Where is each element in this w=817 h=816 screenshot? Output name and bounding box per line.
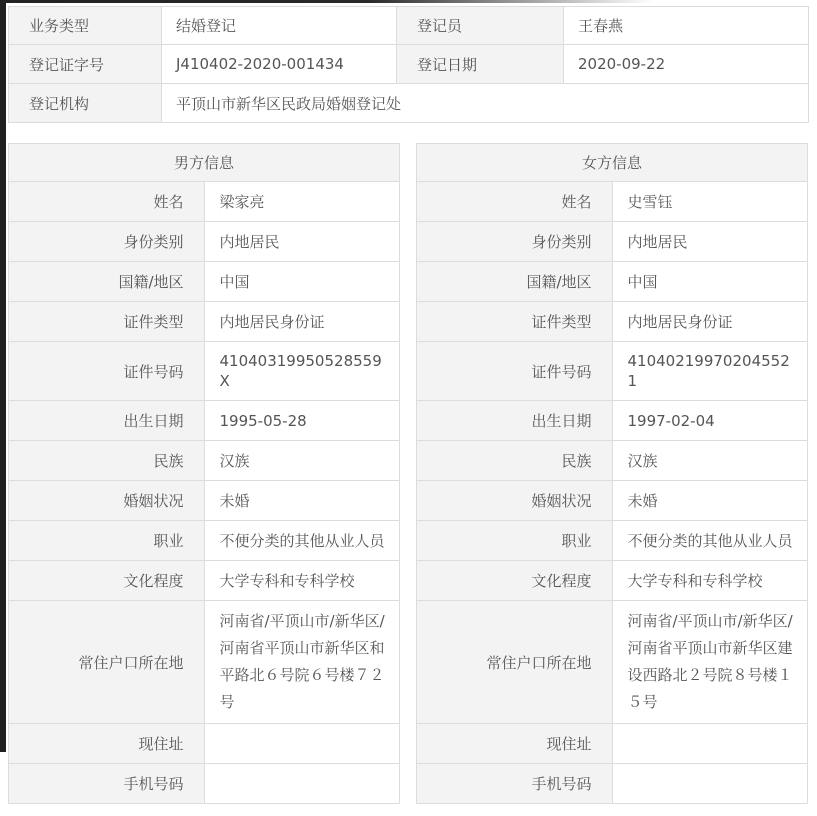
female-identity-category-value: 内地居民 [612,222,808,262]
male-occupation-label: 职业 [9,521,205,561]
female-name-value: 史雪钰 [612,182,808,222]
male-nationality-value: 中国 [204,262,400,302]
female-identity-category-label: 身份类别 [417,222,613,262]
female-id-number-label: 证件号码 [417,342,613,401]
female-birth-date-value: 1997-02-04 [612,401,808,441]
male-identity-category-label: 身份类别 [9,222,205,262]
male-occupation-row [9,521,400,561]
female-marital-status-label: 婚姻状况 [417,481,613,521]
screenshot-top-edge [0,0,817,3]
registrar-label: 登记员 [397,7,564,45]
female-mobile-number-label: 手机号码 [417,764,613,804]
male-education-row [9,561,400,601]
business-type-label: 业务类型 [9,7,162,45]
male-identity-category-row [9,222,400,262]
female-mobile-number-value [612,764,808,804]
male-household-address-label: 常住户口所在地 [9,601,205,724]
male-marital-status-label: 婚姻状况 [9,481,205,521]
registration-authority-label: 登记机构 [9,84,162,123]
male-household-address-row [9,601,400,724]
male-nationality-row [9,262,400,302]
female-ethnicity-row [417,441,808,481]
male-name-value: 梁家亮 [204,182,400,222]
registration-date-label: 登记日期 [397,45,564,84]
male-nationality-label: 国籍/地区 [9,262,205,302]
male-info-table [8,143,400,804]
female-occupation-label: 职业 [417,521,613,561]
female-marital-status-row [417,481,808,521]
male-education-value: 大学专科和专科学校 [204,561,400,601]
female-occupation-row [417,521,808,561]
female-info-title: 女方信息 [417,144,808,182]
registration-table [8,6,809,123]
male-birth-date-value: 1995-05-28 [204,401,400,441]
male-current-address-value [204,724,400,764]
female-current-address-row [417,724,808,764]
male-id-type-label: 证件类型 [9,302,205,342]
registrar-value: 王春燕 [564,7,809,45]
male-current-address-label: 现住址 [9,724,205,764]
female-birth-date-label: 出生日期 [417,401,613,441]
male-marital-status-row [9,481,400,521]
certificate-number-label: 登记证字号 [9,45,162,84]
certificate-number-value: J410402-2020-001434 [162,45,397,84]
certificate-number-row [9,45,809,84]
male-mobile-number-row [9,764,400,804]
male-household-address-value: 河南省/平顶山市/新华区/河南省平顶山市新华区和平路北６号院６号楼７２号 [204,601,400,724]
female-nationality-value: 中国 [612,262,808,302]
male-education-label: 文化程度 [9,561,205,601]
female-id-type-label: 证件类型 [417,302,613,342]
male-occupation-value: 不便分类的其他从业人员 [204,521,400,561]
female-id-number-value: 410402199702045521 [612,342,808,401]
registration-authority-row [9,84,809,123]
female-birth-date-row [417,401,808,441]
female-id-type-value: 内地居民身份证 [612,302,808,342]
female-nationality-label: 国籍/地区 [417,262,613,302]
male-birth-date-label: 出生日期 [9,401,205,441]
female-id-number-row [417,342,808,401]
business-type-value: 结婚登记 [162,7,397,45]
male-info-title: 男方信息 [9,144,400,182]
male-info-header-row [9,144,400,182]
person-info-section [8,143,808,804]
registration-authority-value: 平顶山市新华区民政局婚姻登记处 [162,84,809,123]
male-mobile-number-value [204,764,400,804]
female-name-label: 姓名 [417,182,613,222]
screenshot-left-edge [0,0,6,752]
male-birth-date-row [9,401,400,441]
female-ethnicity-value: 汉族 [612,441,808,481]
female-info-table [416,143,808,804]
male-id-number-label: 证件号码 [9,342,205,401]
female-id-type-row [417,302,808,342]
female-current-address-label: 现住址 [417,724,613,764]
female-household-address-label: 常住户口所在地 [417,601,613,724]
male-marital-status-value: 未婚 [204,481,400,521]
female-mobile-number-row [417,764,808,804]
female-occupation-value: 不便分类的其他从业人员 [612,521,808,561]
male-id-type-row [9,302,400,342]
male-name-label: 姓名 [9,182,205,222]
male-ethnicity-row [9,441,400,481]
male-identity-category-value: 内地居民 [204,222,400,262]
male-name-row [9,182,400,222]
female-current-address-value [612,724,808,764]
female-education-value: 大学专科和专科学校 [612,561,808,601]
female-nationality-row [417,262,808,302]
business-type-row [9,7,809,45]
male-ethnicity-value: 汉族 [204,441,400,481]
male-id-type-value: 内地居民身份证 [204,302,400,342]
male-id-number-value: 41040319950528559X [204,342,400,401]
male-ethnicity-label: 民族 [9,441,205,481]
female-info-header-row [417,144,808,182]
female-ethnicity-label: 民族 [417,441,613,481]
female-household-address-row [417,601,808,724]
female-name-row [417,182,808,222]
male-current-address-row [9,724,400,764]
female-education-label: 文化程度 [417,561,613,601]
male-id-number-row [9,342,400,401]
female-education-row [417,561,808,601]
male-mobile-number-label: 手机号码 [9,764,205,804]
registration-date-value: 2020-09-22 [564,45,809,84]
female-household-address-value: 河南省/平顶山市/新华区/河南省平顶山市新华区建设西路北２号院８号楼１５号 [612,601,808,724]
female-marital-status-value: 未婚 [612,481,808,521]
female-identity-category-row [417,222,808,262]
